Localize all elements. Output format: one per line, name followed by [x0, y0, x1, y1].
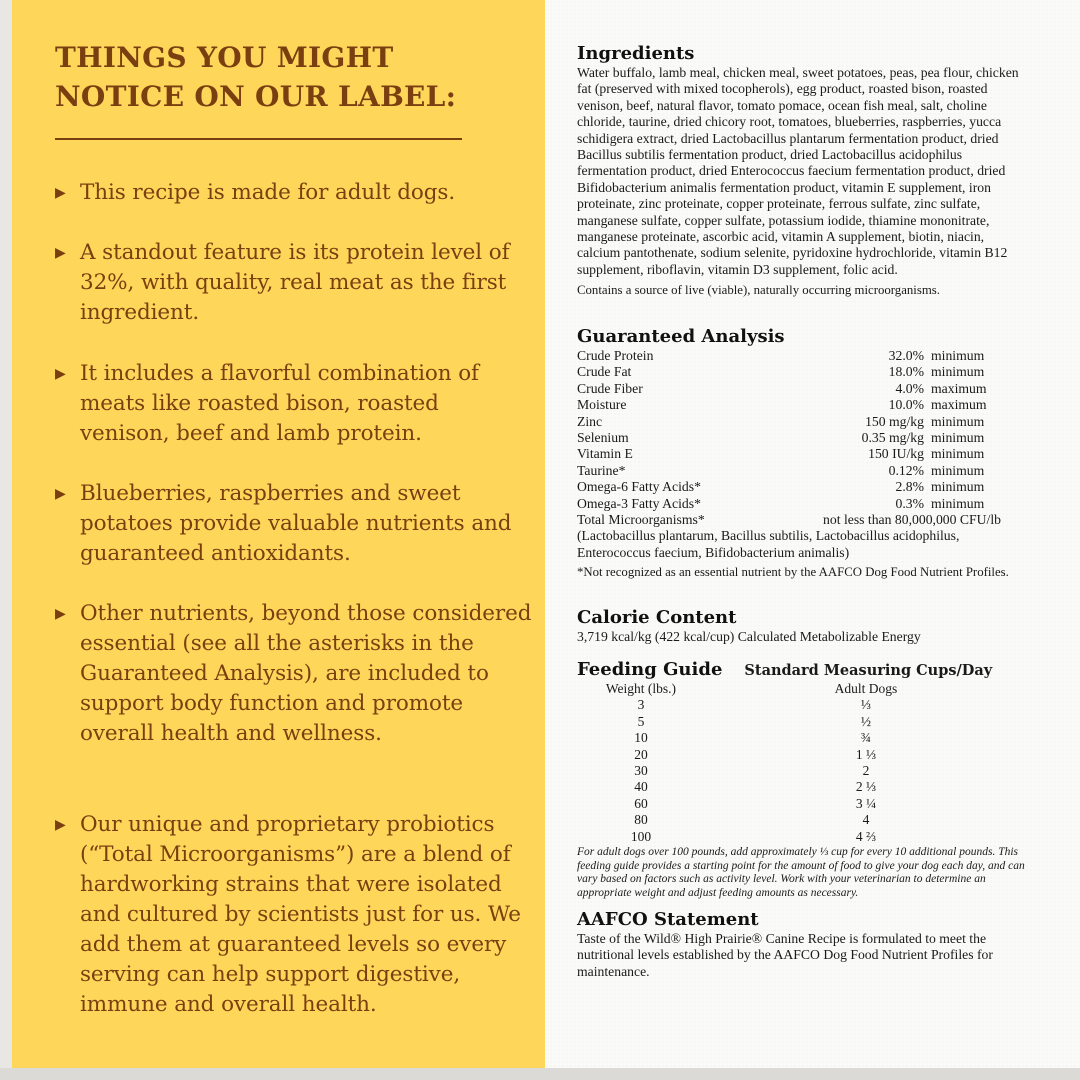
feeding-weight: 5	[637, 713, 645, 729]
analysis-name: Omega-3 Fatty Acids*	[577, 495, 701, 511]
feeding-weight: 3	[637, 697, 645, 713]
bottom-border	[0, 1068, 1080, 1080]
analysis-name: Omega-6 Fatty Acids*	[577, 479, 701, 495]
analysis-level: minimum	[931, 364, 985, 380]
analysis-name: Crude Fiber	[577, 380, 643, 396]
analysis-level: minimum	[931, 413, 985, 429]
analysis-level: minimum	[931, 348, 985, 363]
divider	[55, 138, 462, 140]
feeding-cups: ½	[860, 713, 872, 729]
microorganisms-row	[577, 512, 1001, 528]
ingredients-section	[577, 43, 1027, 298]
analysis-name: Crude Protein	[577, 348, 654, 363]
table-row	[577, 730, 1027, 746]
triangle-bullet-icon: ▶	[55, 817, 66, 833]
analysis-value: 150 mg/kg	[865, 413, 924, 429]
analysis-name: Moisture	[577, 397, 627, 413]
triangle-bullet-icon: ▶	[55, 606, 66, 622]
table-row	[577, 496, 1001, 512]
analysis-value: 2.8%	[895, 479, 924, 495]
analysis-value: 0.35 mg/kg	[861, 430, 924, 446]
analysis-level: maximum	[931, 397, 987, 413]
ingredients-text: Water buffalo, lamb meal, chicken meal, sweet potatoes, peas, pea flour, chicken fat (preserved with mixed tocopherols), egg product, roasted bison, roasted venison, beef, natural flavor, tomato pomace, ocean fish meal, salt, choline chloride, taurine, dried chicory root, tomatoes, blueberries, raspberries, yucca schidigera extract, dried Lactobacillus plantarum fermentation product, dried Bacillus subtilis fermentation product, dried Lactobacillus acidophilus fermentation product, dried Enterococcus faecium fermentation product, dried Bifidobacterium animalis fermentation product, vitamin E supplement, iron proteinate, zinc proteinate, copper proteinate, ferrous sulfate, zinc sulfate, manganese sulfate, copper sulfate, potassium iodide, thiamine mononitrate, manganese proteinate, ascorbic acid, vitamin A supplement, biotin, niacin, calcium pantothenate, sodium selenite, pyridoxine hydrochloride, vitamin B12 supplement, riboflavin, vitamin D3 supplement, folic acid.	[577, 65, 1019, 277]
table-row	[577, 796, 1027, 812]
table-row	[577, 414, 1001, 430]
feeding-cups: ¾	[860, 730, 872, 746]
feeding-col-cups: Adult Dogs	[834, 681, 898, 696]
analysis-level: minimum	[931, 479, 985, 495]
analysis-level: minimum	[931, 462, 985, 478]
feeding-weight: 100	[630, 828, 652, 844]
analysis-name: Crude Fat	[577, 364, 632, 380]
aafco-heading: AAFCO Statement	[577, 909, 759, 930]
feeding-weight: 40	[634, 779, 648, 795]
feeding-cups: 3 ¼	[855, 795, 877, 811]
feeding-weight: 60	[634, 795, 648, 811]
triangle-bullet-icon: ▶	[55, 366, 66, 382]
analysis-section	[577, 326, 1027, 580]
table-row	[577, 479, 1001, 495]
aafco-section	[577, 909, 1027, 980]
table-row	[577, 446, 1001, 462]
analysis-table	[577, 348, 1001, 512]
feeding-weight: 30	[634, 763, 648, 779]
feeding-weight: 20	[634, 746, 648, 762]
analysis-heading: Guaranteed Analysis	[577, 326, 785, 347]
ingredients-note: Contains a source of live (viable), naturally occurring microorganisms.	[577, 283, 940, 298]
table-row	[577, 381, 1001, 397]
feeding-cups: 1 ⅓	[855, 746, 877, 762]
table-row	[577, 779, 1027, 795]
feeding-section	[577, 659, 1027, 900]
table-row	[577, 348, 1001, 364]
feeding-col-weight: Weight (lbs.)	[605, 681, 677, 696]
table-row	[577, 430, 1001, 446]
feeding-subtitle: Standard Measuring Cups/Day	[744, 662, 993, 679]
feeding-cups: 2 ⅓	[855, 779, 877, 795]
aafco-text: Taste of the Wild® High Prairie® Canine Recipe is formulated to meet the nutritional levels established by the AAFCO Dog Food Nutrient Profiles for maintenance.	[577, 931, 993, 979]
table-row	[577, 747, 1027, 763]
feeding-weight: 10	[634, 730, 648, 746]
analysis-level: minimum	[931, 495, 985, 511]
analysis-level: maximum	[931, 380, 987, 396]
analysis-name: Vitamin E	[577, 446, 633, 462]
analysis-footnote: *Not recognized as an essential nutrient by the AAFCO Dog Food Nutrient Profiles.	[577, 565, 1009, 580]
list-item: ▶ Blueberries, raspberries and sweet potatoes provide valuable nutrients and guaranteed antioxidants.	[55, 479, 535, 569]
analysis-value: 18.0%	[888, 364, 924, 380]
micro-strains: (Lactobacillus plantarum, Bacillus subtilis, Lactobacillus acidophilus, Enterococcus faecium, Bifidobacterium animalis)	[577, 528, 960, 560]
calorie-heading: Calorie Content	[577, 607, 737, 628]
feeding-cups: 4	[862, 812, 870, 828]
list-item: ▶ It includes a flavorful combination of meats like roasted bison, roasted venison, beef and lamb protein.	[55, 359, 535, 449]
table-row	[577, 697, 1027, 713]
feeding-heading: Feeding Guide	[577, 659, 723, 680]
highlights-panel	[12, 0, 545, 1068]
calorie-section	[577, 607, 1027, 645]
analysis-name: Selenium	[577, 430, 629, 446]
table-row	[577, 812, 1027, 828]
table-row	[577, 714, 1027, 730]
table-row	[577, 763, 1027, 779]
table-row	[577, 364, 1001, 380]
analysis-value: 10.0%	[888, 397, 924, 413]
analysis-level: minimum	[931, 446, 985, 462]
analysis-level: minimum	[931, 430, 985, 446]
analysis-value: 32.0%	[888, 348, 924, 363]
analysis-name: Zinc	[577, 413, 603, 429]
triangle-bullet-icon: ▶	[55, 245, 66, 261]
list-item: ▶ This recipe is made for adult dogs.	[55, 178, 535, 208]
analysis-value: 0.12%	[888, 462, 924, 478]
triangle-bullet-icon: ▶	[55, 486, 66, 502]
table-row	[577, 829, 1027, 845]
calorie-text: 3,719 kcal/kg (422 kcal/cup) Calculated Metabolizable Energy	[577, 629, 921, 644]
feeding-table	[577, 681, 1027, 845]
ingredients-heading: Ingredients	[577, 43, 695, 64]
feeding-cups: ⅓	[860, 697, 872, 713]
micro-name: Total Microorganisms*	[577, 512, 705, 528]
list-item: ▶ Our unique and proprietary probiotics (“Total Microorganisms”) are a blend of hardworking strains that were isolated and cultured by scientists just for us. We add them at guaranteed levels so every serving can help support digestive, immune and overall health.	[55, 810, 535, 1020]
feeding-cups: 2	[862, 763, 870, 779]
analysis-name: Taurine*	[577, 462, 626, 478]
table-row	[577, 397, 1001, 413]
triangle-bullet-icon: ▶	[55, 185, 66, 201]
micro-value: not less than 80,000,000 CFU/lb	[823, 512, 1001, 528]
list-item: ▶ A standout feature is its protein level of 32%, with quality, real meat as the first ingredient.	[55, 238, 535, 328]
list-item: ▶ Other nutrients, beyond those considered essential (see all the asterisks in the Guaranteed Analysis), are included to support body function and promote overall health and wellness.	[55, 599, 535, 749]
analysis-value: 0.3%	[895, 495, 924, 511]
table-row	[577, 463, 1001, 479]
feeding-cups: 4 ⅔	[855, 828, 877, 844]
feeding-weight: 80	[634, 812, 648, 828]
analysis-value: 4.0%	[895, 380, 924, 396]
page-title: THINGS YOU MIGHT NOTICE ON OUR LABEL:	[55, 41, 457, 113]
feeding-note: For adult dogs over 100 pounds, add approximately ⅓ cup for every 10 additional pounds. This feeding guide provides a starting point for the amount of food to give your dog each day, and can vary based on factors such as activity level. Work with your veterinarian to determine an appropriate weight and adjust feeding amounts as necessary.	[577, 846, 1025, 899]
analysis-value: 150 IU/kg	[868, 446, 924, 462]
